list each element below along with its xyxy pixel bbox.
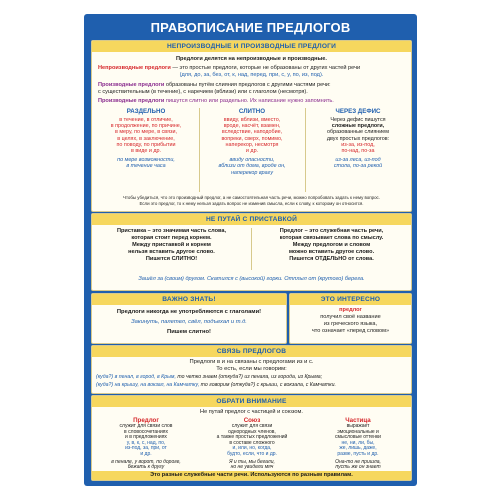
footnote-1: Чтобы убедиться, что это производный предлог, а не самостоятельная часть речи, можно попробовать задать к нему вопрос. [123,195,380,200]
derived-note-label: Производные предлоги [98,98,165,104]
link-row [96,374,409,381]
list-item: Предлог – это служебная часть речи, [279,228,384,234]
hyphen-list [306,117,410,170]
column-header-conjunction: Союз [243,417,261,424]
example-text: Закинуть, палетел, свёл, подъехал и т.д. [131,319,247,325]
list-item: и др. [245,148,259,155]
column-header-particle: Частица [345,417,371,424]
interesting-line: из греческого языка, [323,321,378,327]
list-item: образованные слиянием [326,129,390,136]
link-intro-2: То есть, если мы говорим: [216,366,287,372]
nonderived-text: — это простые предлоги, которые не образованы от других частей речи [170,65,361,71]
example-item: Она-то не пришла, [335,458,381,465]
section-attention [91,395,412,481]
list-item: по поводу, по прибытии [116,141,176,148]
column-divider [251,228,252,270]
list-item: по-над, по-за [341,148,375,155]
list-item: у, в, к, с, над, по, [126,439,166,446]
link-row-right: то говорим (откуда?) с крыши, с вокзала, с Камчатки. [200,382,336,388]
list-item: которая стоит перед корнем. [131,235,212,241]
column-header-separate: РАЗДЕЛЬНО [126,108,166,115]
link-row [96,382,409,389]
list-item: в продолжение, по причине, [110,123,182,130]
list-item: разве, пусть и др. [337,450,379,457]
list-item: и др. [140,450,152,457]
list-item: эмоциональные и [337,428,379,435]
section-header: НЕПРОИЗВОДНЫЕ И ПРОИЗВОДНЫЕ ПРЕДЛОГИ [92,41,411,52]
derived-definition [98,82,408,89]
list-item: ввиду, вблизи, вместо, [223,117,281,123]
list-item: из-под, за, при, от [125,445,167,452]
poster-title: ПРАВОПИСАНИЕ ПРЕДЛОГОВ [150,20,351,35]
derived-text-1: образованы путём слияния предлогов с другими частями речи: [164,82,331,88]
list-item: в меру, по мере, в связи, [114,129,178,136]
list-item: однородных членов, [228,428,276,435]
list-item: в виде и др. [130,148,162,155]
nonderived-label: Непроизводные предлоги [98,65,171,71]
list-item: Между предлогом и словом [292,242,371,248]
column-header-hyphen: ЧЕРЕЗ ДЕФИС [335,108,381,115]
list-item: Пишется СЛИТНО! [145,256,198,262]
list-item: в словосочетаниях [124,428,168,435]
section-derived-prepositions [91,40,412,212]
list-item: Между приставкой и корнем [132,242,211,248]
link-row-left: (куда?) в пенал, в город, в Крым, [96,374,176,380]
link-row-right: то четко знаем (откуда?) из пенала, из города, из Крыма; [177,374,323,380]
list-item: нельзя вставить другое слово. [128,249,215,255]
example-item: бежать к другу [127,464,165,471]
list-item: которая связывает слова по смыслу. [279,235,384,241]
interesting-line: что означает «перед словом» [311,328,390,334]
column-header-preposition: Предлог [133,417,159,424]
section-header: ВАЖНО ЗНАТЬ! [92,294,286,305]
section-header: НЕ ПУТАЙ С ПРИСТАВКОЙ [92,214,411,225]
preposition-column [254,228,409,263]
list-item: и, или, но, когда, [232,445,272,452]
example-item: наперекор врагу [230,169,274,176]
interesting-line: получил своё название [320,314,381,320]
list-item: в целях, в заключение, [117,135,175,142]
interesting-word: предлог [339,307,362,313]
section-interesting [289,293,412,344]
section-preposition-link [91,345,412,394]
example-item: вблизи от дома, вроде он, [218,163,286,170]
list-item: а также простых предложений [216,434,288,441]
list-item: можно вставить другое слово. [288,249,375,255]
list-item: Пишется ОТДЕЛЬНО от слова. [289,256,374,262]
list-item: не, ни, ли, бы, [341,439,375,446]
list-item: же, лишь, даже, [339,445,377,452]
section-header: СВЯЗЬ ПРЕДЛОГОВ [92,346,411,357]
list-item: вроде, насчёт, взамен, [223,123,281,130]
list-item: служит для связи слов [119,423,173,429]
list-item: в течение, в отличие, [119,117,173,123]
rule-conclusion: Пишем слитно! [167,329,211,335]
preposition-list [94,424,198,471]
derived-note [98,98,408,105]
example-item: в течение часа [126,163,166,170]
attention-intro: Не путай предлог с частицей и союзом. [200,409,303,415]
section-header: ОБРАТИ ВНИМАНИЕ [92,396,411,407]
particle-list [306,424,410,471]
prefix-column [94,228,249,263]
list-item: выражает [346,423,370,429]
section-header: ЭТО ИНТЕРЕСНО [290,294,411,305]
list-item: вопреки, сверх, помимо, [221,135,283,142]
example-item: стола, по-за рекой [333,163,383,170]
list-item: Приставка – это значимая часть слова, [116,228,227,234]
example-item: из-за леса, из-под [335,157,381,164]
list-item: и в предложениях [125,434,167,441]
attention-footer: Это разные служебные части речи. Используются по разным правилам. [150,472,353,478]
separate-list [94,117,198,170]
list-item: будто, если, что и др. [227,450,277,457]
list-item: двух простых предлогов: [326,135,390,142]
conjunction-list [200,424,304,471]
column-header-together: СЛИТНО [238,108,266,115]
example-item: Я и ты, мы бегали, [229,458,275,465]
list-item: наперекор, несмотря [225,141,279,148]
list-item: вследствие, наподобие, [221,129,283,136]
link-intro-1: Предлоги в и на связаны с предлогами из и с. [189,359,314,365]
example-item: по мере возможности, [117,157,175,164]
footnote-2: Если это предлог, то к нему нельзя задать вопрос не изменив смысла, если к слову, к которому он относится. [139,201,364,206]
section-prefix-vs-preposition [91,213,412,291]
poster [84,14,417,486]
example-item: в пенале, у ворот, по дороге, [111,458,181,465]
intro-text: Предлоги делятся на непроизводные и производные. [176,56,327,62]
rule-text: Предлоги никогда не употребляются с глаголами! [116,309,262,315]
list-item: смысловые оттенки [335,434,381,441]
list-item: Через дефис пишутся [330,117,386,123]
list-item: в составе сложного [229,439,275,446]
together-list [200,117,304,176]
nonderived-examples: (для, до, за, без, от, к, над, перед, при, с, у, по, из, под). [179,72,324,78]
example-item: ввиду опасности, [229,157,275,164]
nonderived-definition [98,65,408,72]
list-item: из-за, из-под, [341,141,375,148]
example-item: но не увидели мяч [230,464,274,471]
example-item: пусть же он знает [335,464,381,471]
derived-text-2: с существительным (в течение), с наречием (вблизи) или с глаголом (несмотря). [98,89,308,95]
list-item: сложные предлоги, [331,123,385,130]
example-sentence: Зашёл за (своим) другом. Скатился с (высокой) горки. Отплыл от (крутого) берега. [138,276,365,282]
derived-label: Производные предлоги [98,82,165,88]
list-item: служит для связи [231,423,273,429]
section-important [91,293,287,344]
link-row-left: (куда?) на крышу, на вокзал, на Камчатку, [96,382,200,388]
derived-note-text: пишутся слитно или раздельно. Их написание нужно запомнить. [164,98,334,104]
